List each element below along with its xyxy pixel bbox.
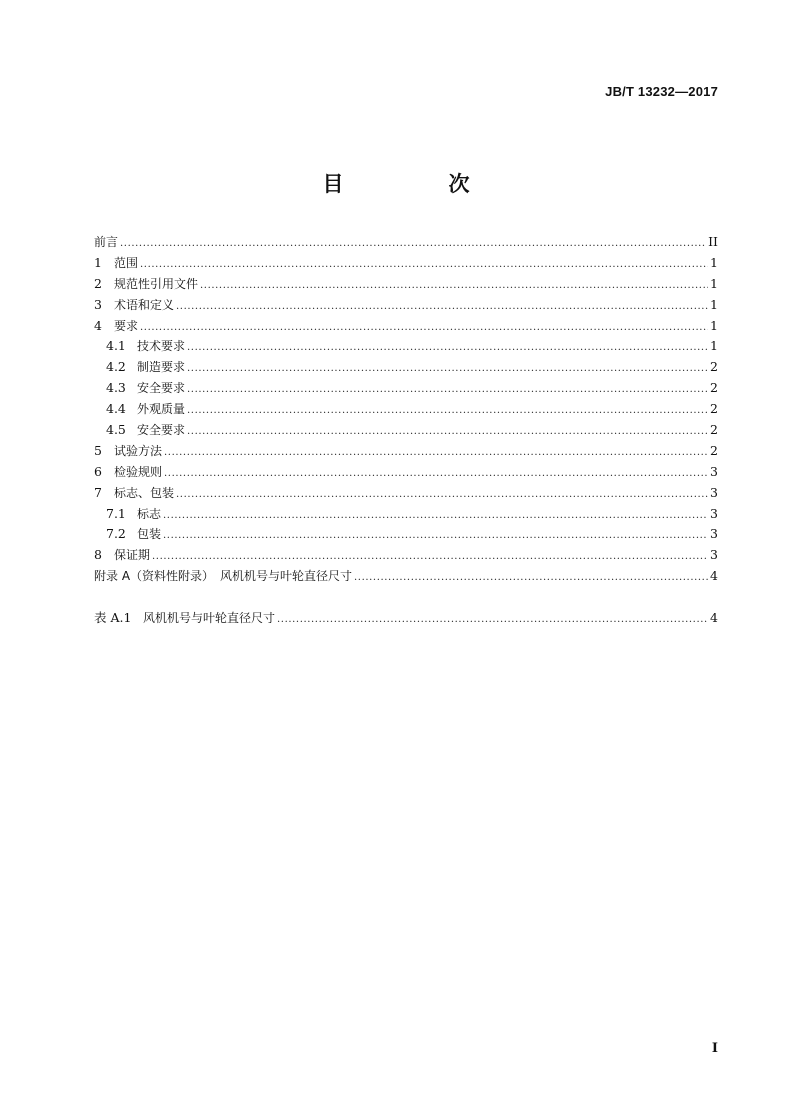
toc-entry-number: 2: [94, 275, 102, 291]
toc-entry-4-1[interactable]: [94, 336, 718, 357]
toc-entry-number: 4: [94, 317, 102, 333]
toc-entry-appendix-a[interactable]: [94, 566, 718, 587]
dot-leader: [164, 464, 708, 485]
toc-entry-label: 制造要求: [137, 360, 186, 375]
dot-leader: [140, 318, 708, 339]
toc-entry-3[interactable]: [94, 295, 718, 316]
dot-leader: [187, 380, 708, 401]
dot-leader: [176, 485, 708, 506]
toc-entry-label: 风机机号与叶轮直径尺寸: [143, 611, 276, 626]
toc-entry-page: 2: [710, 359, 718, 375]
toc-entry-number: 7.2: [106, 526, 126, 542]
toc-entry-page: 1: [710, 296, 718, 312]
toc-entry-number: 8: [94, 547, 102, 563]
toc-entry-label: 技术要求: [137, 339, 186, 354]
dot-leader: [163, 526, 708, 547]
toc-entry-label: 试验方法: [114, 443, 163, 458]
toc-entry-label: 外观质量: [137, 402, 186, 417]
dot-leader: [187, 401, 708, 422]
toc-entry-5[interactable]: [94, 441, 718, 462]
toc-entry-page: 2: [710, 422, 718, 438]
dot-leader: [140, 255, 708, 276]
toc-entry-number: 6: [94, 463, 102, 479]
toc-entry-label: 前言: [94, 235, 119, 249]
toc-entry-foreword[interactable]: [94, 232, 718, 253]
toc-entry-4-2[interactable]: [94, 357, 718, 378]
standard-code: JB/T 13232—2017: [605, 84, 718, 99]
toc-entry-number: 3: [94, 296, 102, 312]
toc-entry-4-4[interactable]: [94, 399, 718, 420]
toc-entry-page: 3: [710, 505, 718, 521]
toc-entry-label: 要求: [114, 318, 139, 333]
toc-entry-page: 3: [710, 484, 718, 500]
toc-entry-label: 保证期: [114, 548, 151, 563]
toc-entry-label: 范围: [114, 255, 139, 270]
toc-entry-number: 4.4: [106, 401, 126, 417]
table-of-contents: [94, 232, 718, 629]
toc-entry-label: 安全要求: [137, 381, 186, 396]
toc-entry-page: 2: [710, 442, 718, 458]
toc-entry-number: 4.3: [106, 380, 126, 396]
page-title: 目 次: [322, 172, 512, 196]
toc-entry-number: 5: [94, 442, 102, 458]
toc-entry-number: 表 A.1: [94, 610, 132, 626]
dot-leader: [120, 234, 706, 255]
toc-entry-7[interactable]: [94, 483, 718, 504]
dot-leader: [354, 568, 708, 589]
toc-entry-label: 标志: [137, 506, 162, 521]
toc-entry-page: 1: [710, 254, 718, 270]
dot-leader: [187, 422, 708, 443]
toc-entry-label: 包装: [137, 527, 162, 542]
toc-entry-page: II: [708, 234, 718, 249]
toc-entry-page: 4: [710, 610, 718, 626]
toc-entry-page: 1: [710, 275, 718, 291]
dot-leader: [277, 610, 708, 631]
toc-entry-label: 术语和定义: [114, 297, 175, 312]
toc-entry-page: 4: [710, 568, 718, 584]
dot-leader: [200, 276, 708, 297]
toc-entry-8[interactable]: [94, 545, 718, 566]
dot-leader: [164, 443, 708, 464]
dot-leader: [152, 547, 708, 568]
toc-entry-table-a1[interactable]: [94, 608, 718, 629]
toc-entry-number: 4.1: [106, 338, 126, 354]
dot-leader: [187, 338, 708, 359]
toc-entry-page: 2: [710, 380, 718, 396]
toc-entry-7-2[interactable]: [94, 524, 718, 545]
dot-leader: [187, 359, 708, 380]
toc-entry-label: 规范性引用文件: [114, 276, 199, 291]
toc-entry-page: 3: [710, 526, 718, 542]
toc-entry-page: 3: [710, 547, 718, 563]
dot-leader: [176, 297, 708, 318]
dot-leader: [163, 506, 708, 527]
toc-entry-number: 7.1: [106, 505, 126, 521]
toc-entry-7-1[interactable]: [94, 504, 718, 525]
toc-entry-page: 2: [710, 401, 718, 417]
toc-entry-number: 1: [94, 254, 102, 270]
toc-entry-page: 1: [710, 338, 718, 354]
toc-entry-number: 7: [94, 484, 102, 500]
toc-entry-1[interactable]: [94, 253, 718, 274]
toc-entry-2[interactable]: [94, 274, 718, 295]
toc-entry-label: 检验规则: [114, 464, 163, 479]
toc-entry-page: 1: [710, 317, 718, 333]
toc-entry-label: 附录 A（资料性附录） 风机机号与叶轮直径尺寸: [94, 569, 353, 584]
toc-entry-4-3[interactable]: [94, 378, 718, 399]
page-number: I: [711, 1041, 718, 1056]
toc-entry-4-5[interactable]: [94, 420, 718, 441]
toc-entry-4[interactable]: [94, 316, 718, 337]
toc-entry-number: 4.2: [106, 359, 126, 375]
toc-entry-6[interactable]: [94, 462, 718, 483]
toc-entry-label: 安全要求: [137, 423, 186, 438]
toc-entry-number: 4.5: [106, 422, 126, 438]
toc-entry-page: 3: [710, 463, 718, 479]
toc-entry-label: 标志、包装: [114, 485, 175, 500]
